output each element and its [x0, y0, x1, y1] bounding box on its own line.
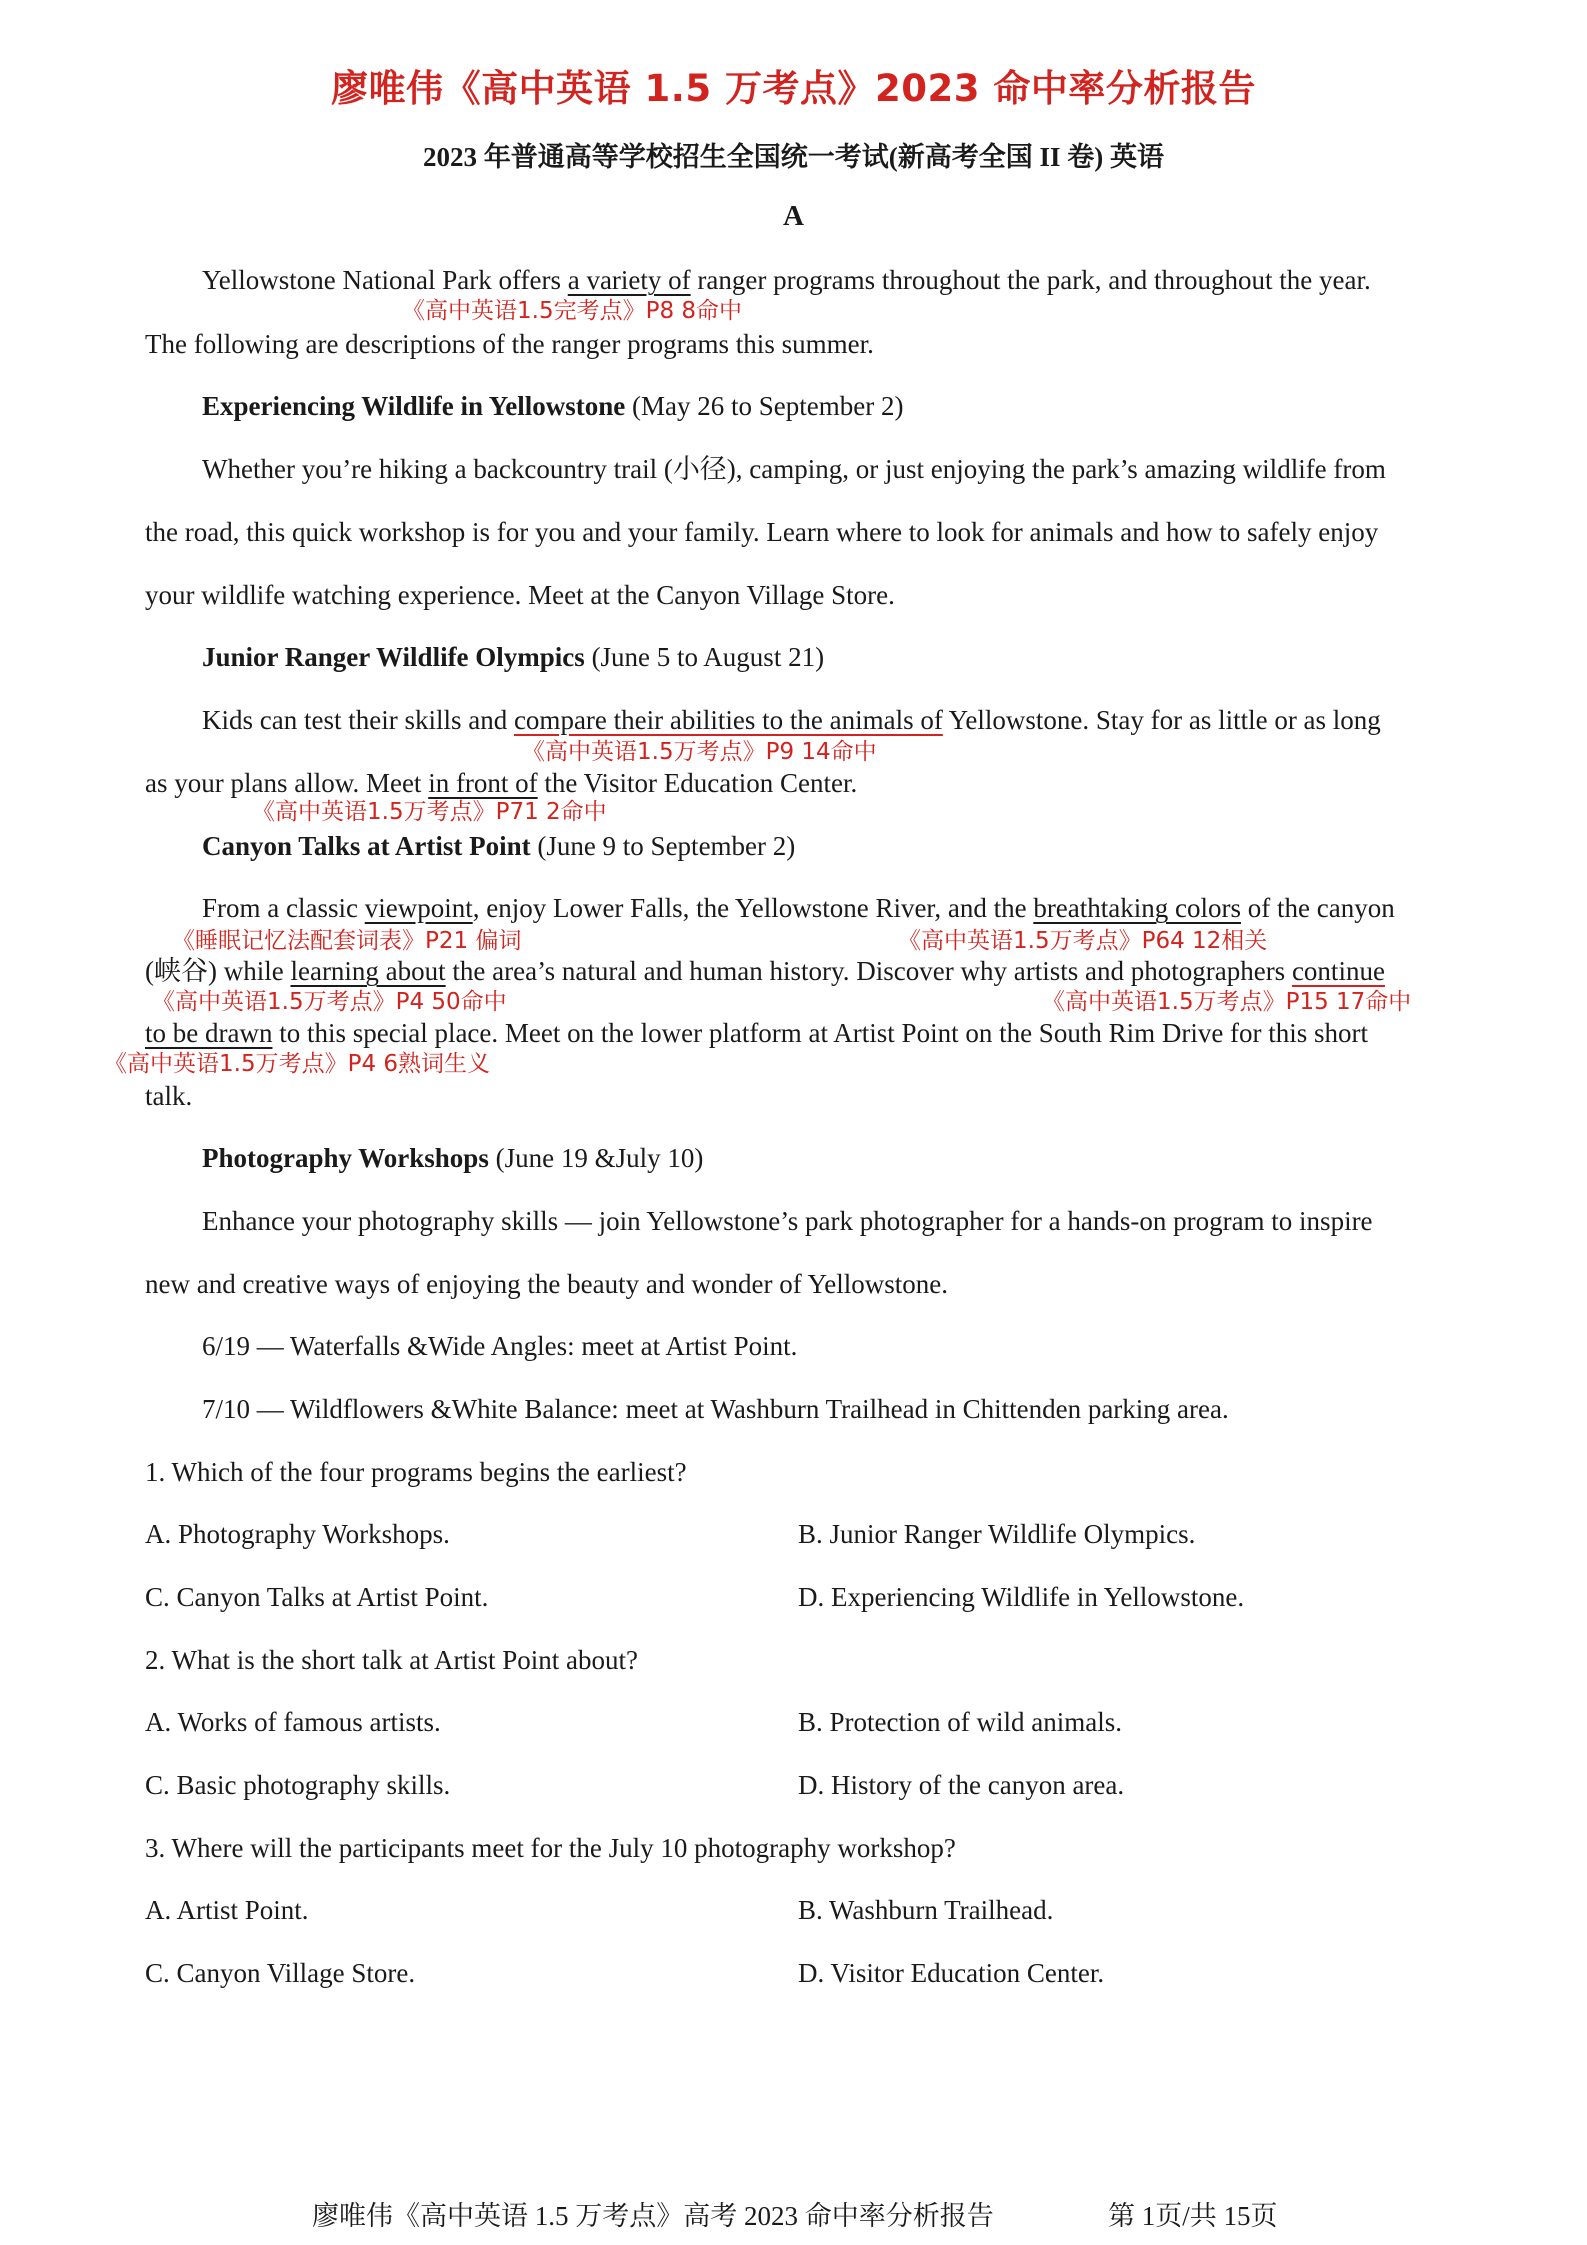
phrase-continue: continue: [1291, 956, 1385, 986]
question-3-option-c: C. Canyon Village Store.: [145, 1958, 416, 1988]
canyon-line-1: From a classic viewpoint, enjoy Lower Falls, the Yellowstone River, and the breathtaking colors of the canyon: [202, 893, 1395, 923]
annotation-a-variety-of: 《高中英语1.5完考点》P8 8命中: [402, 298, 743, 324]
question-2-option-d: D. History of the canyon area.: [798, 1770, 1125, 1800]
phrase-compare-abilities: compare their abilities to the animals of: [513, 705, 943, 735]
footer-page-number: 第 1页/共 15页: [1108, 2201, 1278, 2231]
question-2-option-a: A. Works of famous artists.: [145, 1707, 441, 1737]
intro-line-1: Yellowstone National Park offers a variety of ranger programs throughout the park, and throughout the year.: [202, 265, 1371, 295]
question-2-option-b: B. Protection of wild animals.: [798, 1707, 1122, 1737]
photography-schedule-1: 6/19 — Waterfalls &Wide Angles: meet at Artist Point.: [202, 1331, 798, 1361]
footer-report-name: 廖唯伟《高中英语 1.5 万考点》高考 2023 命中率分析报告: [312, 2201, 994, 2231]
question-1-option-a: A. Photography Workshops.: [145, 1519, 450, 1549]
word-viewpoint: viewpoint: [364, 893, 473, 923]
question-2-option-c: C. Basic photography skills.: [145, 1770, 451, 1800]
question-1-stem: 1. Which of the four programs begins the earliest?: [145, 1457, 687, 1487]
annotation-breathtaking: 《高中英语1.5万考点》P64 12相关: [898, 928, 1268, 954]
question-2-stem: 2. What is the short talk at Artist Point about?: [145, 1645, 638, 1675]
annotation-compare: 《高中英语1.5万考点》P9 14命中: [522, 739, 877, 765]
phrase-to-be-drawn: to be drawn: [145, 1018, 273, 1048]
wildlife-line-1: Whether you’re hiking a backcountry trail (小径), camping, or just enjoying the park’s amazing wildlife from: [202, 454, 1386, 484]
report-title: 廖唯伟《高中英语 1.5 万考点》2023 命中率分析报告: [331, 67, 1256, 110]
program-heading-wildlife: Experiencing Wildlife in Yellowstone (May 26 to September 2): [202, 391, 904, 421]
question-3-option-a: A. Artist Point.: [145, 1895, 309, 1925]
annotation-viewpoint: 《睡眠记忆法配套词表》P21 偏词: [172, 928, 522, 954]
exam-subtitle: 2023 年普通高等学校招生全国统一考试(新高考全国 II 卷) 英语: [423, 142, 1164, 172]
intro-line-2: The following are descriptions of the ranger programs this summer.: [145, 329, 874, 359]
annotation-in-front-of: 《高中英语1.5万考点》P71 2命中: [252, 799, 607, 825]
phrase-a-variety-of: a variety of: [567, 265, 691, 295]
section-letter: A: [783, 200, 804, 232]
photography-line-2: new and creative ways of enjoying the beauty and wonder of Yellowstone.: [145, 1269, 949, 1299]
program-heading-photography: Photography Workshops (June 19 &July 10): [202, 1143, 704, 1173]
question-1-option-d: D. Experiencing Wildlife in Yellowstone.: [798, 1582, 1245, 1612]
olympics-line-2: as your plans allow. Meet in front of the Visitor Education Center.: [145, 768, 858, 798]
canyon-line-3: to be drawn to this special place. Meet on the lower platform at Artist Point on the South Rim Drive for this short: [145, 1018, 1369, 1048]
phrase-learning-about: learning about: [290, 956, 446, 986]
program-heading-olympics: Junior Ranger Wildlife Olympics (June 5 to August 21): [202, 642, 825, 672]
annotation-continue: 《高中英语1.5万考点》P15 17命中: [1042, 989, 1412, 1015]
wildlife-line-3: your wildlife watching experience. Meet at the Canyon Village Store.: [145, 580, 895, 610]
annotation-learning-about: 《高中英语1.5万考点》P4 50命中: [152, 989, 507, 1015]
phrase-breathtaking-colors: breathtaking colors: [1033, 893, 1241, 923]
photography-line-1: Enhance your photography skills — join Yellowstone’s park photographer for a hands-on program to inspire: [202, 1206, 1373, 1236]
question-3-stem: 3. Where will the participants meet for the July 10 photography workshop?: [145, 1833, 956, 1863]
photography-schedule-2: 7/10 — Wildflowers &White Balance: meet at Washburn Trailhead in Chittenden parking area.: [202, 1394, 1229, 1424]
phrase-in-front-of: in front of: [428, 768, 538, 798]
canyon-line-4: talk.: [145, 1081, 193, 1111]
annotation-to-be-drawn: 《高中英语1.5万考点》P4 6熟词生义: [104, 1051, 491, 1077]
wildlife-line-2: the road, this quick workshop is for you and your family. Learn where to look for animals and how to safely enjoy: [145, 517, 1379, 547]
program-heading-canyon: Canyon Talks at Artist Point (June 9 to September 2): [202, 831, 796, 861]
olympics-line-1: Kids can test their skills and compare their abilities to the animals of Yellowstone. Stay for as little or as long: [202, 705, 1381, 735]
question-1-option-b: B. Junior Ranger Wildlife Olympics.: [798, 1519, 1196, 1549]
question-3-option-d: D. Visitor Education Center.: [798, 1958, 1105, 1988]
canyon-line-2: (峡谷) while learning about the area’s natural and human history. Discover why artists and photographers continue: [145, 956, 1385, 986]
question-3-option-b: B. Washburn Trailhead.: [798, 1895, 1054, 1925]
question-1-option-c: C. Canyon Talks at Artist Point.: [145, 1582, 489, 1612]
